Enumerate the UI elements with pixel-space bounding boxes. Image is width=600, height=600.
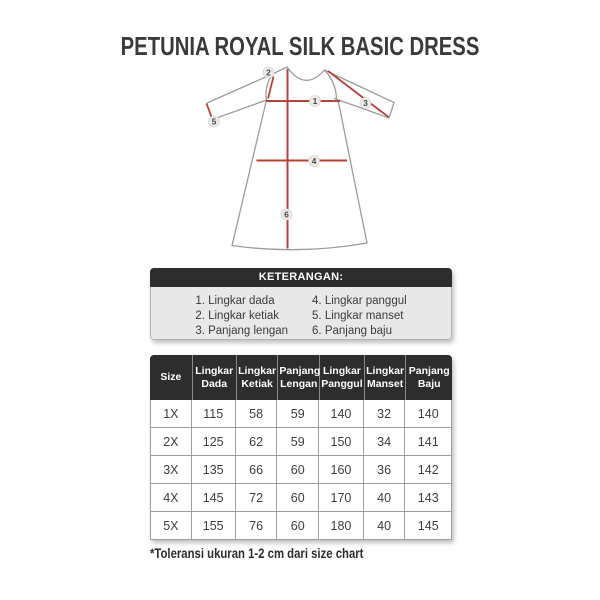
legend-item: 6. Panjang baju [312,325,392,337]
legend-box [150,268,452,340]
svg-text:1: 1 [312,96,318,106]
value-cell: 59 [277,428,319,456]
svg-text:6: 6 [284,209,289,220]
size-table [150,355,452,540]
size-cell: 2X [150,428,192,456]
marker-3 [360,98,371,109]
value-cell: 34 [364,428,406,456]
table-row [150,428,452,456]
value-cell: 180 [319,512,364,540]
value-cell: 115 [192,400,236,428]
table-row [150,484,452,512]
value-cell: 135 [192,456,236,484]
value-cell: 76 [236,512,278,540]
legend-item: 1. Lingkar dada [195,295,275,307]
value-cell: 36 [364,456,406,484]
column-header: Panjang Baju [405,355,452,400]
value-cell: 142 [405,456,452,484]
value-cell: 145 [405,512,452,540]
footnote: *Toleransi ukuran 1-2 cm dari size chart [150,546,364,561]
value-cell: 140 [405,400,452,428]
legend-item: 3. Panjang lengan [195,325,289,337]
svg-text:5: 5 [211,116,217,127]
svg-text:2: 2 [266,67,271,78]
legend-column-left [195,294,288,339]
size-cell: 4X [150,484,192,512]
size-cell: 1X [150,400,192,428]
legend-item: 4. Lingkar panggul [312,295,407,307]
value-cell: 59 [277,400,319,428]
size-table-container [150,355,452,540]
value-cell: 60 [277,512,319,540]
legend-header: KETERANGAN: [150,268,452,287]
value-cell: 143 [405,484,452,512]
svg-text:3: 3 [363,98,368,108]
value-cell: 62 [236,428,278,456]
measurement-lines [207,69,389,249]
table-row [150,512,452,540]
marker-6 [281,209,292,220]
value-cell: 140 [319,400,364,428]
value-cell: 32 [364,400,406,428]
value-cell: 58 [236,400,278,428]
size-cell: 5X [150,512,192,540]
value-cell: 150 [319,428,364,456]
legend-item: 5. Lingkar manset [312,310,404,322]
value-cell: 66 [236,456,278,484]
column-header: Panjang Lengan [277,355,319,400]
column-header: Lingkar Manset [364,355,406,400]
size-cell: 3X [150,456,192,484]
value-cell: 141 [405,428,452,456]
legend-item: 2. Lingkar ketiak [195,310,280,322]
marker-4 [309,156,320,167]
column-header: Lingkar Ketiak [236,355,278,400]
table-row [150,400,452,428]
value-cell: 60 [277,456,319,484]
table-row [150,456,452,484]
value-cell: 170 [319,484,364,512]
column-header: Lingkar Dada [192,355,236,400]
legend-column-right [312,294,407,339]
value-cell: 40 [364,484,406,512]
column-header: Lingkar Panggul [319,355,364,400]
dress-outline-icon [207,67,394,250]
value-cell: 160 [319,456,364,484]
value-cell: 40 [364,512,406,540]
sleeve-measure-line [328,71,389,117]
table-header-row [150,355,452,400]
value-cell: 145 [192,484,236,512]
value-cell: 155 [192,512,236,540]
marker-5 [209,116,220,127]
value-cell: 60 [277,484,319,512]
value-cell: 72 [236,484,278,512]
marker-2 [263,67,274,78]
svg-text:4: 4 [311,156,317,166]
legend-body [150,287,452,340]
marker-1 [310,96,321,107]
column-header: Size [150,355,192,400]
value-cell: 125 [192,428,236,456]
page-title: PETUNIA ROYAL SILK BASIC DRESS [120,31,480,61]
